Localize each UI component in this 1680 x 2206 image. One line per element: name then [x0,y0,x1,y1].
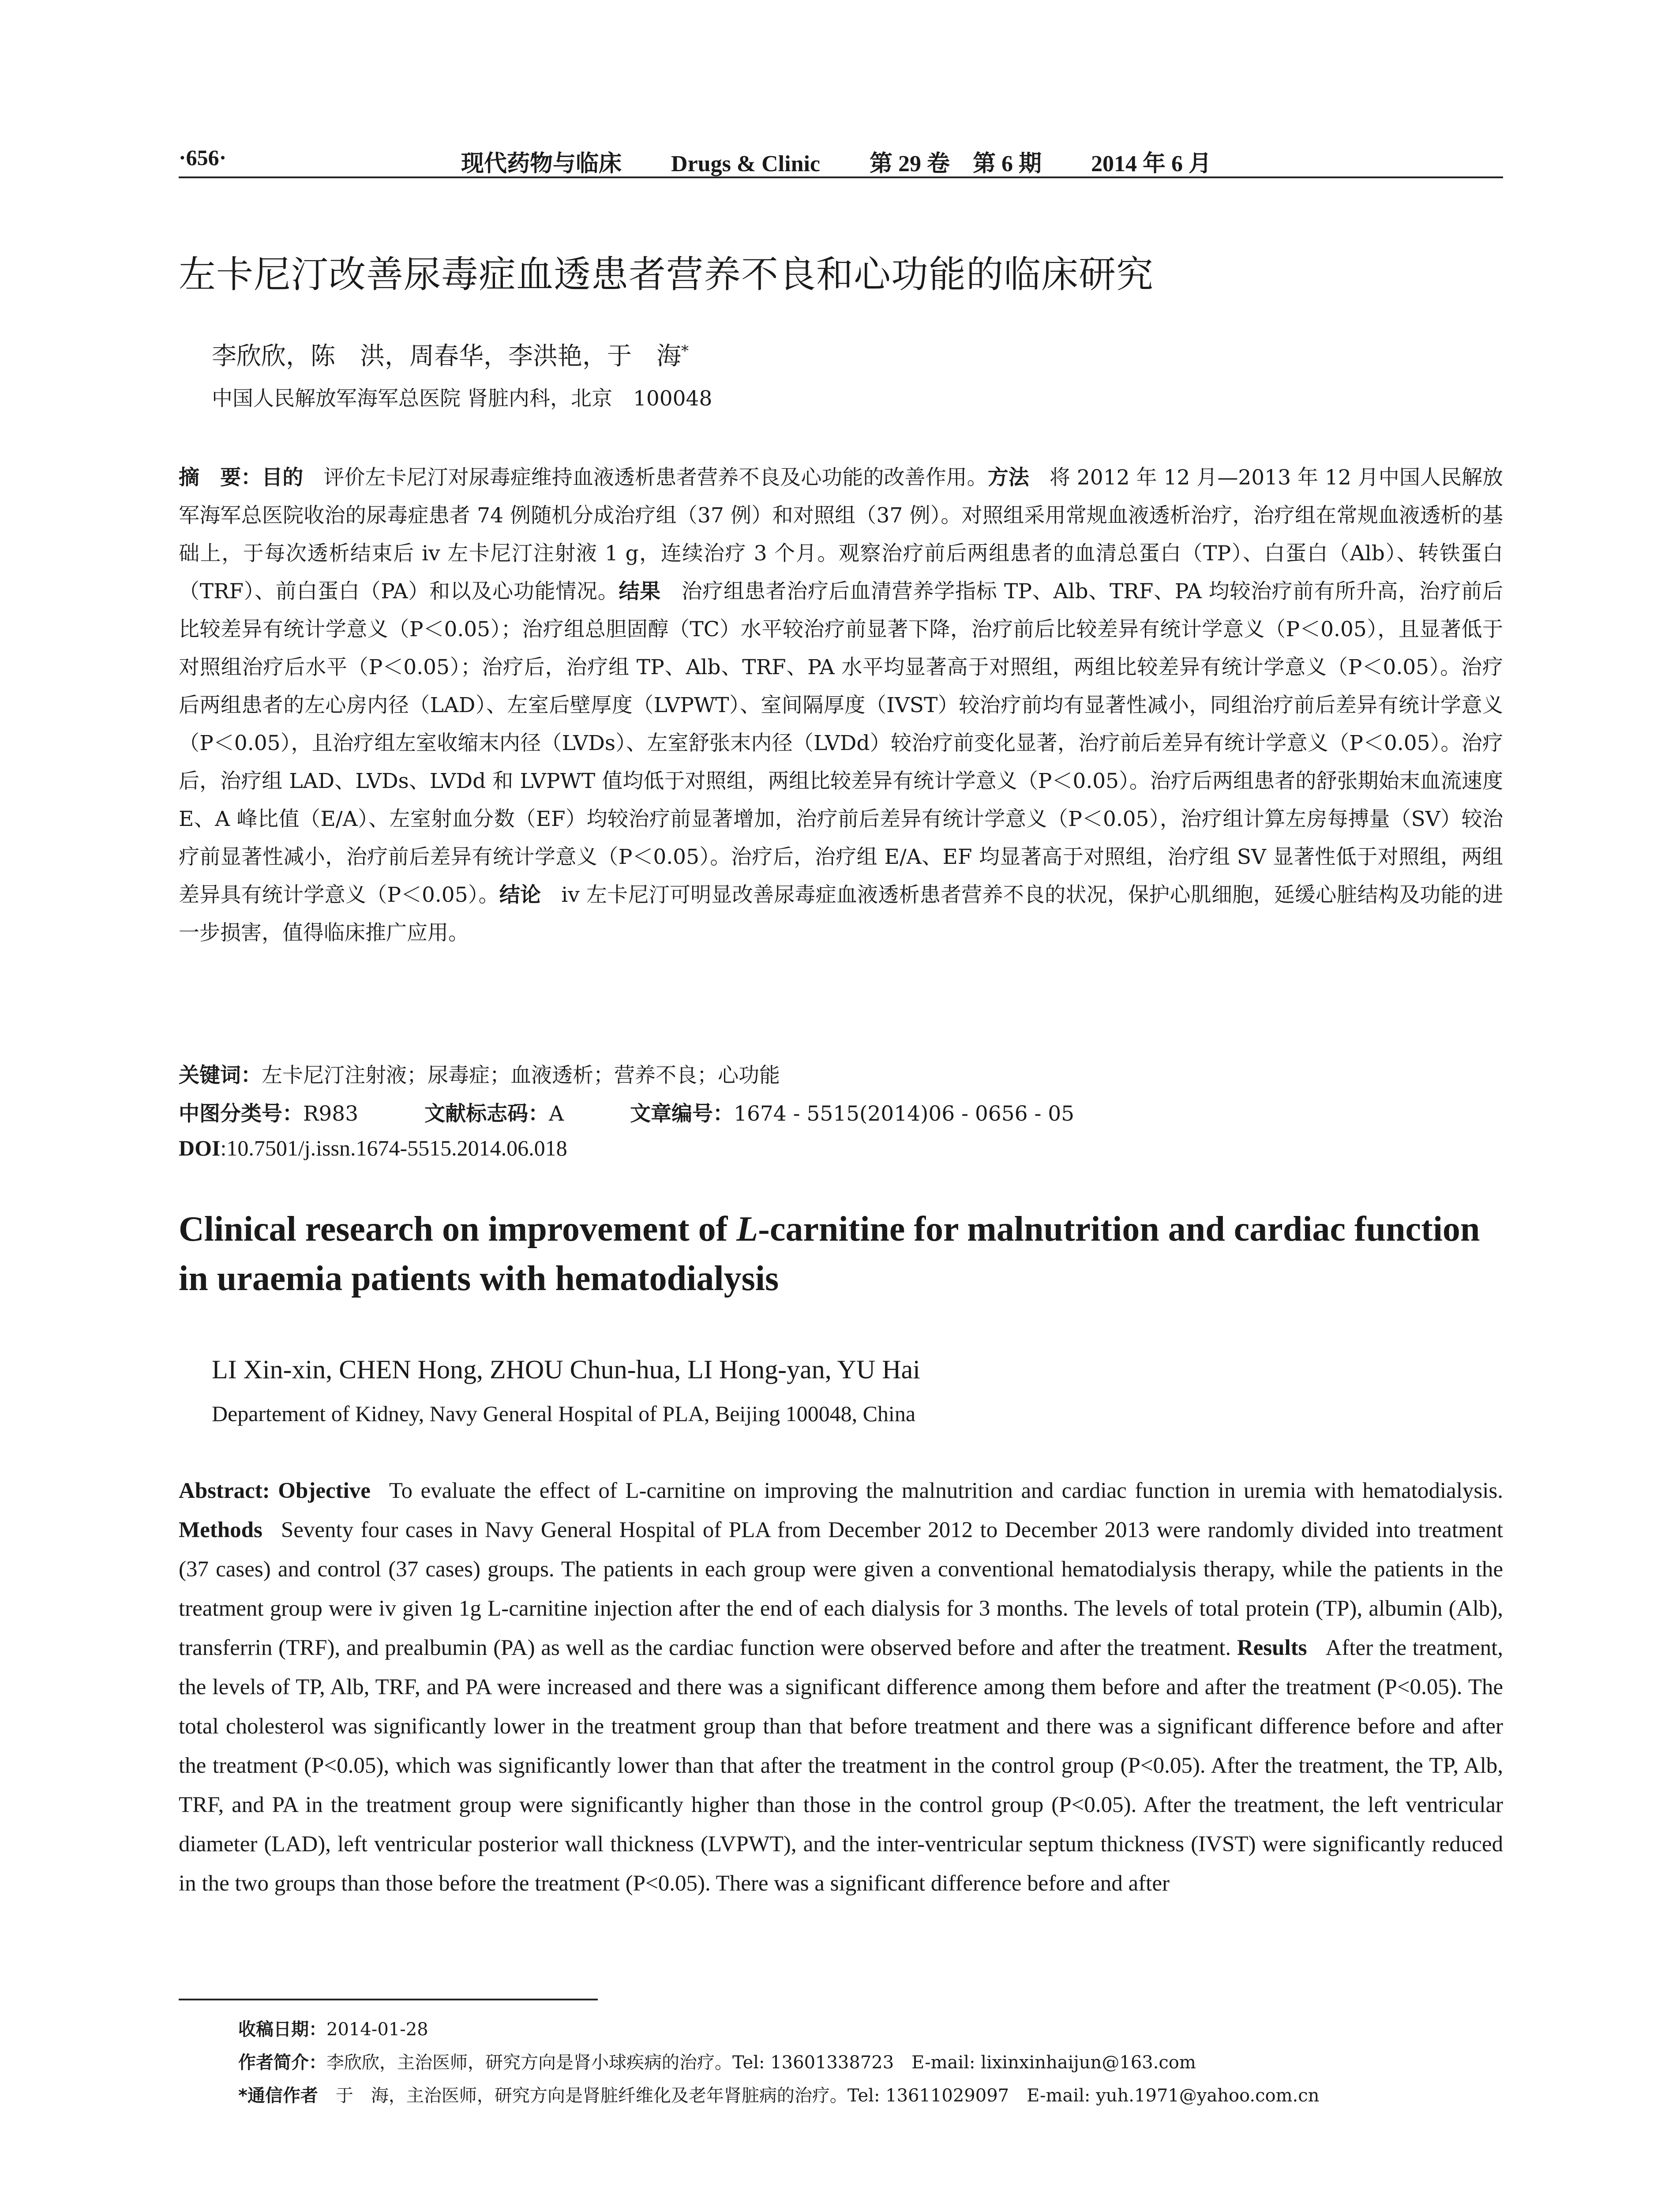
received-date: 2014-01-28 [326,2019,428,2040]
keywords-cn [179,1059,780,1088]
title-en-italic: L [736,1210,758,1249]
objective-cn-label: 目的 [262,465,304,490]
abstract-en-label: Abstract: [179,1478,270,1503]
title-en-part2: -carnitine for malnutrition and cardiac function in uraemia patients with hematodialysis [179,1210,1480,1298]
abstract-en [179,1471,1503,1903]
footnote-received [238,2015,428,2041]
objective-en-label: Objective [278,1478,371,1503]
methods-cn-label: 方法 [987,465,1029,490]
article-no-value: 1674 - 5515(2014)06 - 0656 - 05 [734,1102,1075,1126]
classification-line [179,1097,1074,1127]
corresponding-mark: * [681,342,689,360]
abstract-cn-label: 摘 要： [179,465,262,490]
doc-code-label: 文献标志码： [424,1102,549,1126]
footnote-rule [179,1999,598,2000]
results-cn: 治疗组患者治疗后血清营养学指标 TP、Alb、TRF、PA 均较治疗前有所升高，治疗前后比较差异有统计学意义（P＜0.05）；治疗组总胆固醇（TC）水平较治疗前显著下降，治疗前后比较差异有统计学意义（P＜0.05），且显著低于对照组治疗后水平（P＜0.05）；治疗后，治疗组 TP、Alb、TRF、PA 水平均显著高于对照组，两组比较差异有统计学意义（P＜0.05）。治疗后两组患者的左心房内径（LAD）、左室后壁厚度（LVPWT）、室间隔厚度（IVST）较治疗前均有显著性减小，同组治疗前后差异有统计学意义（P＜0.05），且治疗组左室收缩末内径（LVDs）、左室舒张末内径（LVDd）较治疗前变化显著，治疗前后差异有统计学意义（P＜0.05）。治疗后，治疗组 LAD、LVDs、LVDd 和 LVPWT 值均低于对照组，两组比较差异有统计学意义（P＜0.05）。治疗后两组患者的舒张期始末血流速度 E、A 峰比值（E/A）、左室射血分数（EF）均较治疗前显著增加，治疗前后差异有统计学意义（P＜0.05），治疗组计算左房每搏量（SV）较治疗前显著性减小，治疗前后差异有统计学意义（P＜0.05）。治疗后，治疗组 E/A、EF 均显著高于对照组，治疗组 SV 显著性低于对照组，两组差异具有统计学意义（P＜0.05）。 [179,579,1503,907]
journal-name-cn: 现代药物与临床 [461,151,622,176]
conclusion-cn-label: 结论 [499,883,541,907]
clc-label: 中图分类号： [179,1102,303,1126]
objective-en: To evaluate the effect of L-carnitine on improving the malnutrition and cardiac function in uremia with hematodialysis. [389,1478,1503,1503]
methods-en: Seventy four cases in Navy General Hospital of PLA from December 2012 to December 2013 were randomly divided into treatment (37 cases) and control (37 cases) groups. The patients in each group were given a conventional hematodialysis therapy, while the patients in the treatment group were iv given 1g L-carnitine injection after the end of each dialysis for 3 months. The levels of total protein (TP), albumin (Alb), transferrin (TRF), and prealbumin (PA) as well as the cardiac function were observed before and after the treatment. [179,1518,1503,1660]
keywords-cn-value: 左卡尼汀注射液；尿毒症；血液透析；营养不良；心功能 [262,1063,780,1088]
affiliation-cn: 中国人民解放军海军总医院 肾脏内科，北京 100048 [212,386,712,411]
corresponding-label: *通信作者 [238,2086,318,2106]
issue-date: 2014 年 6 月 [1091,151,1212,176]
methods-cn: 将 2012 年 12 月—2013 年 12 月中国人民解放军海军总医院收治的尿毒症患者 74 例随机分成治疗组（37 例）和对照组（37 例）。对照组采用常规血液透析治疗，治疗组在常规血液透析的基础上，于每次透析结束后 iv 左卡尼汀注射液 1 g，连续治疗 3 个月。观察治疗前后两组患者的血清总蛋白（TP）、白蛋白（Alb）、转铁蛋白（TRF）、前白蛋白（PA）和以及心功能情况。 [179,465,1504,604]
footnote-author [238,2048,1196,2074]
footnote-corresponding [238,2082,1319,2107]
objective-cn: 评价左卡尼汀对尿毒症维持血液透析患者营养不良及心功能的改善作用。 [323,465,988,490]
header-rule [179,176,1503,178]
doi-line [179,1135,567,1161]
abstract-cn [179,459,1503,952]
keywords-cn-label: 关键词： [179,1063,262,1088]
running-header [179,140,1502,180]
doi-label: DOI [179,1136,221,1160]
affiliation-en: Departement of Kidney, Navy General Hospital of PLA, Beijing 100048, China [212,1401,916,1426]
authors-cn [212,337,689,372]
journal-name-en: Drugs & Clinic [671,151,821,176]
conclusion-cn: iv 左卡尼汀可明显改善尿毒症血液透析患者营养不良的状况，保护心肌细胞，延缓心脏结构及功能的进一步损害，值得临床推广应用。 [179,883,1503,945]
title-en [179,1204,1507,1303]
title-cn: 左卡尼汀改善尿毒症血透患者营养不良和心功能的临床研究 [179,253,1154,296]
author-bio: 李欣欣，主治医师，研究方向是肾小球疾病的治疗。Tel: 13601338723 E-mail: lixinxinhaijun@163.com [326,2052,1196,2073]
article-no-label: 文章编号： [630,1102,734,1126]
journal-info [461,145,1261,178]
page-number: ·656· [179,145,227,170]
authors-cn-names: 李欣欣，陈 洪，周春华，李洪艳，于 海 [212,342,681,371]
results-cn-label: 结果 [619,579,661,604]
received-label: 收稿日期： [238,2019,326,2040]
methods-en-label: Methods [179,1518,262,1542]
authors-en: LI Xin-xin, CHEN Hong, ZHOU Chun-hua, LI Hong-yan, YU Hai [212,1355,920,1384]
results-en: After the treatment, the levels of TP, Alb, TRF, and PA were increased and there was a significant difference among them before and after the treatment (P<0.05). The total cholesterol was significantly lower in the treatment group than that before treatment and there was a significant difference before and after the treatment (P<0.05), which was significantly lower than that after the treatment in the control group (P<0.05). After the treatment, the TP, Alb, TRF, and PA in the treatment group were significantly higher than those in the control group (P<0.05). After the treatment, the left ventricular diameter (LAD), left ventricular posterior wall thickness (LVPWT), and the inter-ventricular septum thickness (IVST) were significantly reduced in the two groups than those before the treatment (P<0.05). There was a significant difference before and after [179,1636,1504,1896]
doc-code-value: A [549,1102,564,1126]
author-bio-label: 作者简介： [238,2052,326,2073]
doi-value[interactable]: :10.7501/j.issn.1674-5515.2014.06.018 [220,1136,567,1160]
clc-value: R983 [303,1102,359,1126]
results-en-label: Results [1237,1636,1307,1660]
volume-issue: 第 29 卷 第 6 期 [870,151,1042,176]
title-en-part1: Clinical research on improvement of [179,1210,737,1249]
corresponding-info: 于 海，主治医师，研究方向是肾脏纤维化及老年肾脏病的治疗。Tel: 13611029097 E-mail: yuh.1971@yahoo.com.cn [335,2086,1320,2106]
